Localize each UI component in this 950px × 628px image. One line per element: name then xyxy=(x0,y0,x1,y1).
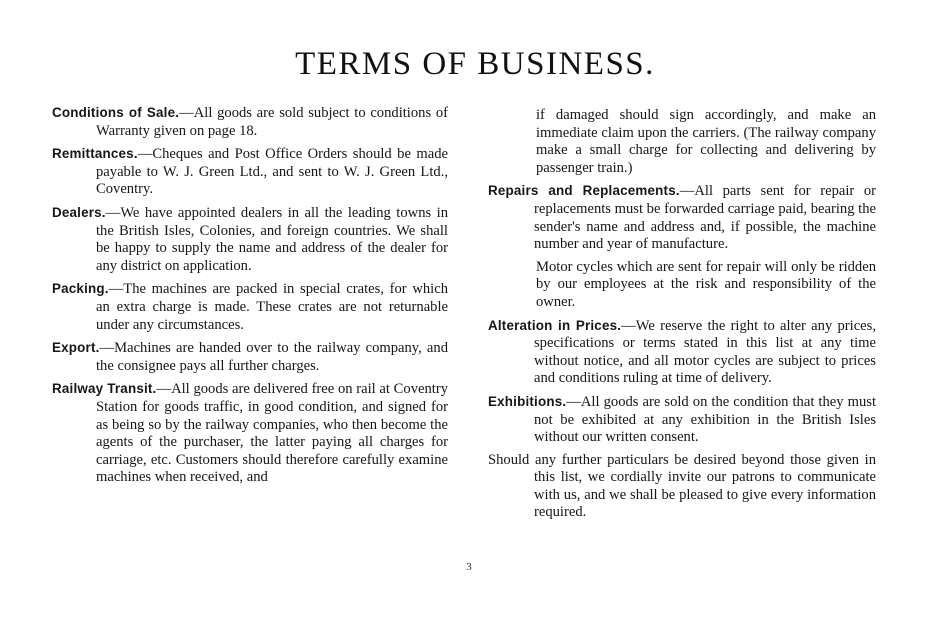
section-repairs-paragraph: Motor cycles which are sent for repair will only be ridden by our employees at the risk and responsibility of the owner. xyxy=(536,258,876,310)
section-heading: Remittances. xyxy=(52,146,138,162)
section-text: —All goods are sold subject to conditions of Warranty given on page 18. xyxy=(96,105,448,139)
section-dealers xyxy=(52,204,448,275)
right-column xyxy=(488,107,876,527)
section-alteration-in-prices xyxy=(488,317,876,388)
section-heading: Alteration in Prices. xyxy=(488,317,622,333)
section-continuation: if damaged should sign accordingly, and make an immediate claim upon the carriers. (The railway company make a small charge for collecting and delivering by passenger train.) xyxy=(536,107,876,176)
section-remittances xyxy=(52,145,448,199)
section-conditions-of-sale xyxy=(52,104,448,140)
section-text: —Machines are handed over to the railway company, and the consignee pays all further charges. xyxy=(96,340,448,374)
section-exhibitions xyxy=(488,393,876,447)
page-number: 3 xyxy=(466,561,472,573)
section-text: —The machines are packed in special crates, for which an extra charge is made. These crates are not returnable under any circumstances. xyxy=(96,281,448,333)
left-column xyxy=(52,104,448,492)
section-export xyxy=(52,339,448,375)
section-heading: Export. xyxy=(52,340,100,356)
section-heading: Railway Transit. xyxy=(52,381,157,397)
section-heading: Packing. xyxy=(52,281,109,297)
section-text: —All goods are delivered free on rail at Coventry Station for goods traffic, in good condition, and signed for as being so by the railway companies, who then become the agents of the purchaser, the latter paying all charges for carriage, etc. Customers should therefore carefully examine machines when received, and xyxy=(96,381,448,486)
section-heading: Repairs and Replacements. xyxy=(488,183,680,199)
section-railway-transit xyxy=(52,380,448,487)
section-text: —All parts sent for repair or replacements must be forwarded carriage paid, bearing the sender's name and address and, if possible, the machine number and year of manufacture. xyxy=(534,183,876,253)
section-closing: Should any further particulars be desired beyond those given in this list, we cordially invite our patrons to communicate with us, and we shall be pleased to give every information required. xyxy=(488,451,876,521)
section-heading: Conditions of Sale. xyxy=(52,105,180,120)
section-heading: Dealers. xyxy=(52,204,106,220)
section-text: —Cheques and Post Office Orders should be made payable to W. J. Green Ltd., and sent to W. J. Green Ltd., Coventry. xyxy=(96,146,448,198)
page-title: TERMS OF BUSINESS. xyxy=(295,46,655,82)
section-repairs xyxy=(488,182,876,253)
section-heading: Exhibitions. xyxy=(488,393,567,409)
section-text: —All goods are sold on the condition that they must not be exhibited at any exhibition in the British Isles without our written consent. xyxy=(534,393,876,446)
section-text: —We have appointed dealers in all the leading towns in the British Isles, Colonies, and foreign countries. We shall be happy to supply the name and address of the dealer for any district on application. xyxy=(96,204,448,274)
section-text: —We reserve the right to alter any prices, specifications or terms stated in this list at any time without notice, and all motor cycles are subject to prices and conditions ruling at time of delivery. xyxy=(534,317,876,387)
section-packing xyxy=(52,280,448,334)
